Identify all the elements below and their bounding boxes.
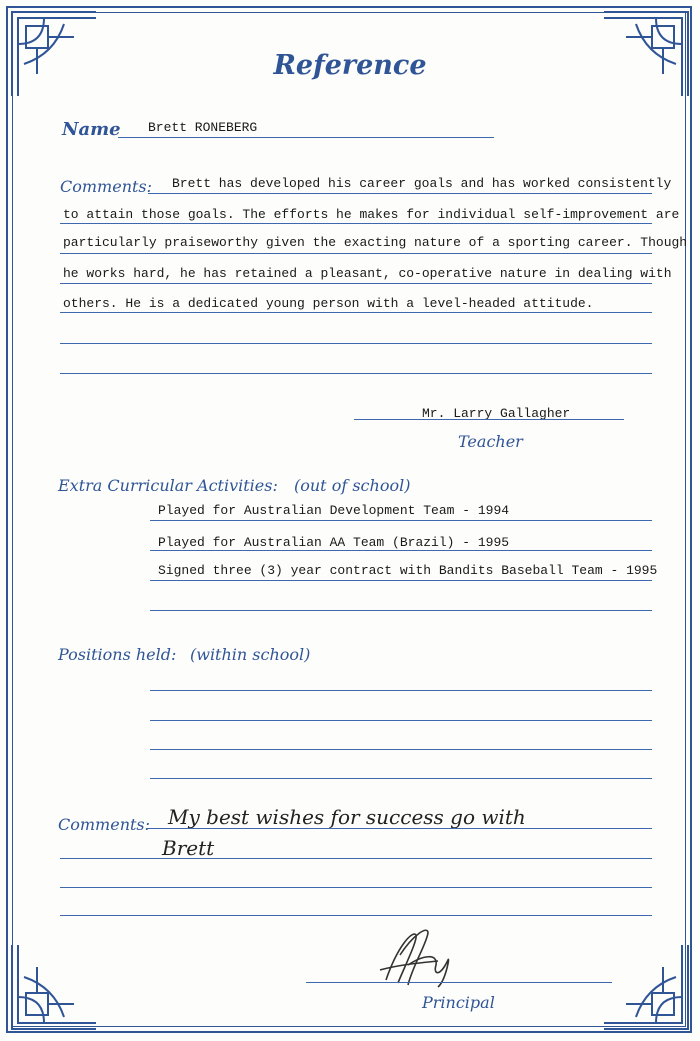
principal-signature-rule [306,982,612,983]
teacher-comment-line: Brett has developed his career goals and has worked consistently [172,176,672,191]
principal-handwritten-comment: My best wishes for success go with [168,805,526,829]
activity-item: Signed three (3) year contract with Bandits Baseball Team - 1995 [158,563,658,578]
teacher-comments-label: Comments: [60,177,153,196]
positions-label: Positions held: [58,645,177,664]
principal-comment-rule [60,858,652,859]
teacher-comment-line: he works hard, he has retained a pleasant, co-operative nature in dealing with [63,266,672,281]
signature-mark [378,925,458,990]
positions-rule [150,690,652,691]
principal-comment-rule [60,887,652,888]
comment-rule [60,253,652,254]
activity-rule [150,520,652,521]
activity-rule [150,550,652,551]
positions-sub: (within school) [190,645,311,664]
name-label: Name [62,119,121,140]
name-rule [118,137,494,138]
teacher-comment-line: to attain those goals. The efforts he makes for individual self-improvement are [63,207,680,222]
name-value: Brett RONEBERG [148,120,258,135]
teacher-role: Teacher [458,432,523,451]
activity-item: Played for Australian AA Team (Brazil) - 1995 [158,535,510,550]
principal-handwritten-comment: Brett [162,836,215,860]
activity-rule [150,610,652,611]
comment-rule [60,373,652,374]
comment-rule [60,223,652,224]
activity-item: Played for Australian Development Team - 1994 [158,503,510,518]
principal-comment-rule [60,915,652,916]
principal-role: Principal [422,993,495,1012]
teacher-signature-rule [354,419,624,420]
positions-rule [150,778,652,779]
corner-ornament-icon [596,937,696,1037]
positions-rule [150,720,652,721]
comment-rule [60,283,652,284]
activity-rule [150,580,652,581]
principal-comments-label: Comments: [58,815,151,834]
teacher-comment-line: particularly praiseworthy given the exacting nature of a sporting career. Though [63,235,688,250]
corner-ornament-icon [4,937,104,1037]
page-title: Reference [273,50,427,81]
comment-rule [60,343,652,344]
extra-curricular-label: Extra Curricular Activities: [58,476,278,495]
teacher-comment-line: others. He is a dedicated young person with a level-headed attitude. [63,296,594,311]
teacher-name: Mr. Larry Gallagher [422,406,571,421]
extra-curricular-sub: (out of school) [294,476,411,495]
comment-rule [60,312,652,313]
principal-comment-rule [146,828,652,829]
positions-rule [150,749,652,750]
comment-rule [148,193,652,194]
